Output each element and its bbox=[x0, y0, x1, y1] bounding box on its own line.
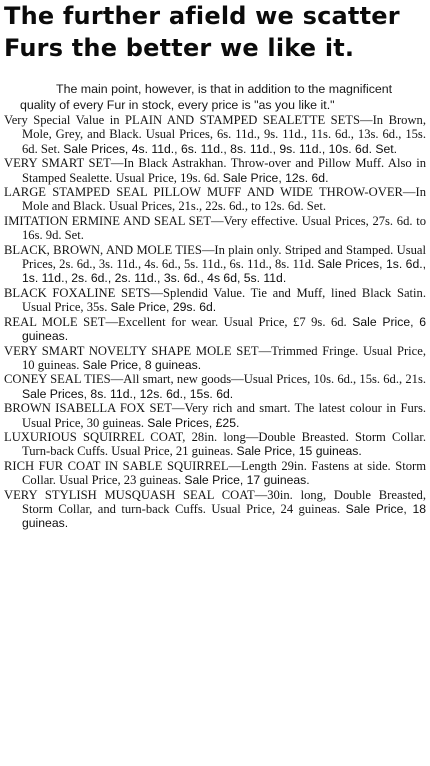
list-item bbox=[4, 315, 426, 344]
item-sale-price: Sale Prices, 4s. 11d., 6s. 11d., 8s. 11d., 9s. 11d., 10s. 6d. Set. bbox=[63, 141, 398, 156]
item-description: LARGE STAMPED SEAL PILLOW MUFF AND WIDE THROW-OVER—In Mole and Black. Usual Prices, 21s., 22s. 6d., to 12s. 6d. Set. bbox=[4, 185, 426, 214]
item-description: LUXURIOUS SQUIRREL COAT, 28in. long—Double Breasted. Storm Collar. Turn-back Cuffs. Usual Price, 21 guineas. bbox=[4, 429, 426, 459]
item-description: VERY SMART NOVELTY SHAPE MOLE SET—Trimmed Fringe. Usual Price, 10 guineas. bbox=[4, 343, 426, 372]
list-item bbox=[4, 430, 426, 459]
list-item bbox=[4, 286, 426, 315]
list-item bbox=[4, 401, 426, 430]
list-item bbox=[4, 185, 426, 214]
list-item bbox=[4, 344, 426, 373]
list-item bbox=[4, 372, 426, 401]
list-item bbox=[4, 113, 426, 156]
list-item bbox=[4, 488, 426, 531]
list-item bbox=[4, 214, 426, 243]
item-description: VERY STYLISH MUSQUASH SEAL COAT—30in. long, Double Breasted, Storm Collar, and turn-back Cuffs. Usual Price, 24 guineas. bbox=[4, 487, 426, 516]
item-sale-price: Sale Prices, £25. bbox=[147, 415, 240, 430]
list-item bbox=[4, 243, 426, 286]
list-item bbox=[4, 459, 426, 488]
item-sale-price: Sale Price, 6 guineas. bbox=[22, 314, 426, 344]
item-sale-price: Sale Price, 29s. 6d. bbox=[110, 300, 217, 315]
intro-paragraph: The main point, however, is that in addition to the magnificent quality of every Fur in stock, every price is "as you like it." bbox=[20, 82, 393, 112]
item-sale-price: Sale Price, 17 guineas. bbox=[184, 473, 310, 488]
item-sale-price: Sale Price, 18 guineas. bbox=[22, 501, 427, 531]
item-description: BROWN ISABELLA FOX SET—Very rich and smart. The latest colour in Furs. Usual Price, 30 guineas. bbox=[4, 401, 426, 430]
item-sale-price: Sale Prices, 1s. 6d., 1s. 11d., 2s. 6d., 2s. 11d., 3s. 6d., 4s 6d, 5s. 11d. bbox=[22, 257, 426, 286]
item-sale-price: Sale Price, 15 guineas. bbox=[236, 444, 362, 459]
fur-price-list bbox=[0, 113, 430, 531]
item-description: Very Special Value in PLAIN AND STAMPED SEALETTE SETS—In Brown, Mole, Grey, and Black. Usual Prices, 6s. 11d., 9s. 11d., 11s. 6d., 13s. 6d., 15s. 6d. Set. bbox=[4, 113, 426, 156]
item-description: VERY SMART SET—In Black Astrakhan. Throw-over and Pillow Muff. Also in Stamped Sealette. Usual Price, 19s. 6d. bbox=[4, 156, 426, 185]
item-sale-price: Sale Prices, 8s. 11d., 12s. 6d., 15s. 6d. bbox=[22, 386, 234, 401]
item-description: CONEY SEAL TIES—All smart, new goods—Usual Prices, 10s. 6d., 15s. 6d., 21s. bbox=[4, 372, 426, 387]
item-description: BLACK, BROWN, AND MOLE TIES—In plain only. Striped and Stamped. Usual Prices, 2s. 6d., 3s. 11d., 4s. 6d., 5s. 11d., 6s. 11d., 8s. 11d. bbox=[4, 242, 426, 272]
headline-line-1: The further afield we scatter bbox=[4, 2, 400, 30]
item-description: IMITATION ERMINE AND SEAL SET—Very effective. Usual Prices, 27s. 6d. to 16s. 9d. Set. bbox=[4, 213, 426, 243]
headline-line-2: Furs the better we like it. bbox=[4, 34, 355, 62]
list-item bbox=[4, 156, 426, 185]
item-sale-price: Sale Price, 8 guineas. bbox=[82, 357, 202, 372]
item-description: RICH FUR COAT IN SABLE SQUIRREL—Length 29in. Fastens at side. Storm Collar. Usual Price, 23 guineas. bbox=[4, 458, 426, 488]
item-description: BLACK FOXALINE SETS—Splendid Value. Tie and Muff, lined Black Satin. Usual Price, 35s. bbox=[4, 285, 426, 315]
item-sale-price: Sale Price, 12s. 6d. bbox=[222, 170, 329, 185]
item-description: REAL MOLE SET—Excellent for wear. Usual Price, £7 9s. 6d. bbox=[4, 314, 347, 329]
